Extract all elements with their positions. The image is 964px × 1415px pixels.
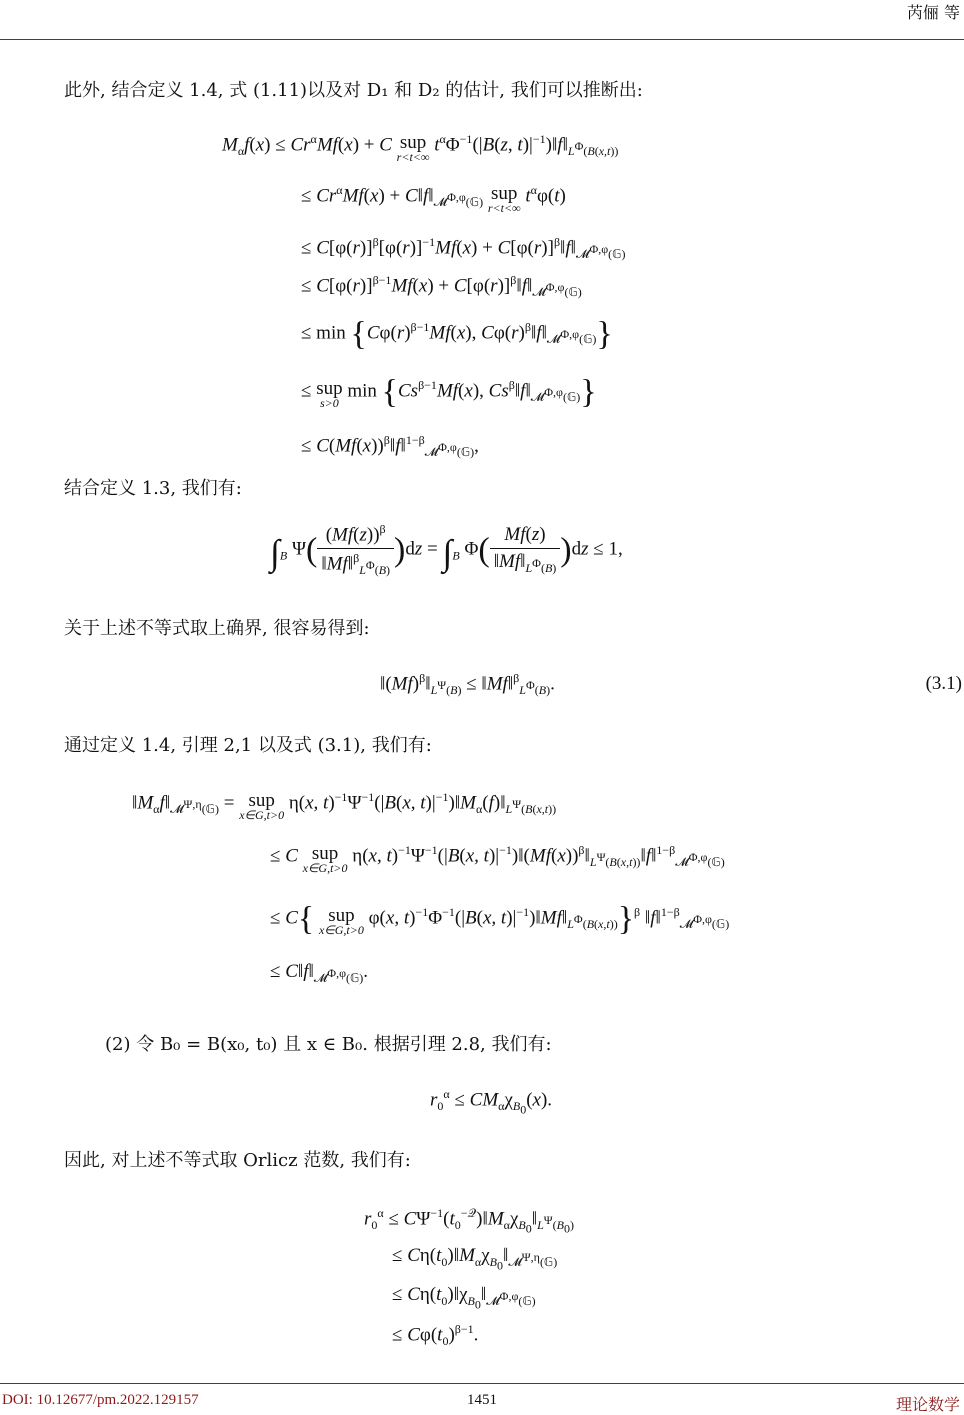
paragraph-6: 因此, 对上述不等式取 Orlicz 范数, 我们有:	[64, 1150, 411, 1171]
eq1-line4: ≤ $C[\varphi(r)]^{\beta-1}Mf(x)$ + $C[\varphi(r)]^\beta‖f‖_{𝓜^{\Phi,\varphi}(𝔾)}$	[301, 273, 582, 300]
eq1-line5: ≤ $\min \{C\varphi(r)^{\beta-1}Mf(x)$, $C\varphi(r)^\beta‖f‖_{𝓜^{\Phi,\varphi}(𝔾)}$}	[301, 315, 613, 353]
eq4-line4: ≤ $C‖f‖_{𝓜^{\Phi,\varphi}(𝔾)}$.	[270, 961, 369, 985]
header-rule	[0, 39, 964, 40]
eq2-integral: $\int_B$ Ψ( $\frac{(Mf(z))^\beta}{‖Mf‖^\beta_{L^\Phi(B)}}$ )$dz = \int_B$ Φ( $\frac{Mf(z)}{‖Mf‖_{L^\Phi(B)}}$ )dz ≤ 1,	[270, 522, 623, 578]
eq1-line7: ≤ $C(Mf(x))^\beta‖f‖^{1-\beta}_{𝓜^{\Phi,\varphi}(𝔾)}$,	[301, 433, 479, 460]
eq3-1: $‖(Mf)^\beta‖_{L^\Psi(B)}$ ≤ ‖Mf‖$^\beta_{L^\Phi(B)}$.	[380, 671, 555, 698]
equation-number: (3.1)	[925, 673, 962, 694]
eq1-line6: ≤ sup s>0 $\min \{Cs^{\beta-1}Mf(x)$, $Cs^\beta‖f‖_{𝓜^{\Phi,\varphi}(𝔾)}$}	[301, 373, 597, 411]
paragraph-4: 通过定义 1.4, 引理 2,1 以及式 (3.1), 我们有:	[64, 735, 432, 756]
paragraph-1: 此外, 结合定义 1.4, 式 (1.11)以及对 D₁ 和 D₂ 的估计, 我们可以推断出:	[64, 80, 643, 101]
eq4-line1: $‖M_\alpha f‖_{𝓜^{\Psi,\eta}(𝔾)}$ = sup x∈G,t>0 η(x, $t)^{-1}\Psi^{-1}(|B(x$, $t)|^{-1})‖M_\alpha(f)‖_{L^\Psi(B(x,t))}$	[132, 790, 557, 822]
eq6-line3: ≤ $C\eta(t_0)‖\chi_{B_0}‖_{𝓜^{\Phi,\varphi}(𝔾)}$	[392, 1284, 536, 1312]
footer-journal-name: 理论数学	[895, 1395, 960, 1414]
eq1-line2: ≤ $Cr^\alpha Mf(x)$ + $C‖f‖_{𝓜^{\Phi,\varphi}(𝔾)}$ sup r<t<∞ $t^\alpha\varphi(t)$	[301, 183, 566, 215]
paragraph-5: (2) 令 B₀ = B(x₀, t₀) 且 x ∈ B₀. 根据引理 2.8, 我们有:	[105, 1034, 552, 1055]
eq1-line1: $M_\alpha f(x) \le Cr^\alpha Mf(x) + C$ sup r<t<∞ $t^\alpha\Phi^{-1}(|B(z$, $t)|^{-1})‖f‖_{L^\Phi(B(x,t))}$	[222, 132, 619, 164]
eq6-line1: $r_0^\alpha$ ≤ $C\Psi^{-1}(t_0^{-𝒬})‖M_\alpha\chi_{B_0}‖_{L^\Psi(B_0)}$	[364, 1206, 574, 1236]
eq4-line3: ≤ C{ sup x∈G,t>0 φ(x, $t)^{-1}\Phi^{-1}(|B(x$, $t)|^{-1})‖Mf‖_{L^\Phi(B(x,t))}\}^\beta$ ‖f‖$^{1-\beta}_{𝓜^{\Phi,\varphi}(𝔾)}$	[270, 900, 730, 938]
header-author: 芮俪 等	[906, 3, 960, 22]
eq1-line3: ≤ $C[\varphi(r)]^\beta[\varphi(r)]^{-1}Mf(x)$ + $C[\varphi(r)]^\beta‖f‖_{𝓜^{\Phi,\varphi}(𝔾)}$	[301, 235, 626, 262]
eq5: $r_0^\alpha \le CM_\alpha\chi_{B_0}(x)$.	[430, 1087, 553, 1117]
eq6-line4: ≤ $C\varphi(t_0)^{\beta-1}$.	[392, 1322, 479, 1349]
footer-doi-link[interactable]: DOI: 10.12677/pm.2022.129157	[2, 1392, 199, 1408]
paragraph-3: 关于上述不等式取上确界, 很容易得到:	[64, 618, 370, 639]
eq4-line2: ≤ C sup x∈G,t>0 η(x, $t)^{-1}\Psi^{-1}(|B(x$, $t)|^{-1})‖(Mf(x))^\beta‖_{L^\Psi(B(x,t))}‖f‖^{1-\beta}_{𝓜^{\Phi,\varphi}(𝔾)}$	[270, 843, 725, 875]
footer-page-number: 1451	[467, 1392, 497, 1408]
footer-rule	[0, 1383, 964, 1384]
eq6-line2: ≤ $C\eta(t_0)‖M_\alpha\chi_{B_0}‖_{𝓜^{\Psi,\eta}(𝔾)}$	[392, 1245, 558, 1273]
paragraph-2: 结合定义 1.3, 我们有:	[64, 478, 242, 499]
